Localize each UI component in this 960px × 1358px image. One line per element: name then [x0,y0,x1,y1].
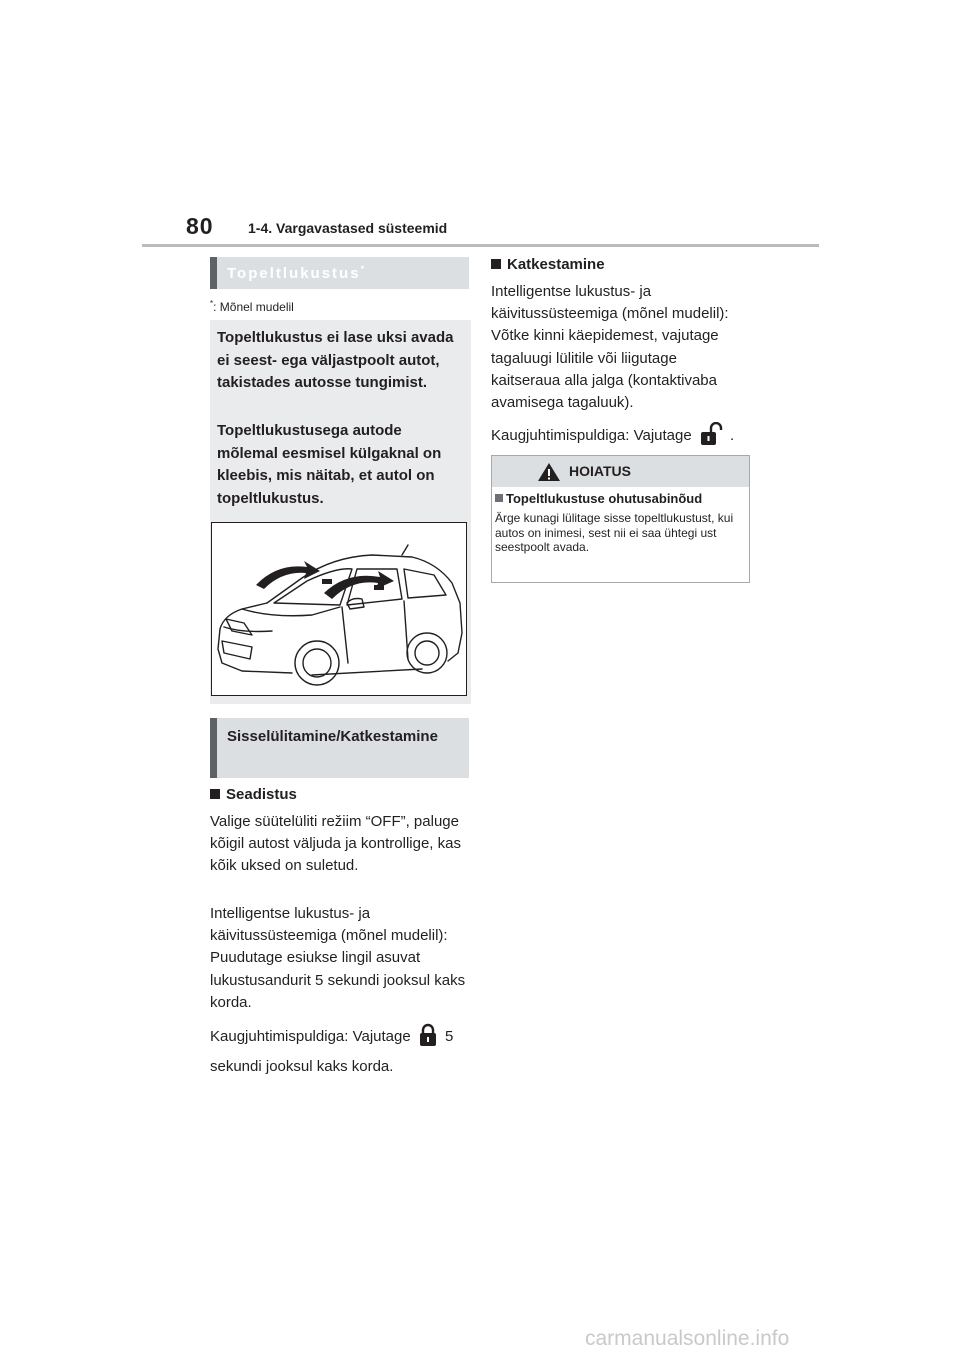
subheading-text: Seadistus [226,786,297,803]
info-paragraph: Topeltlukustusega autode mõlemal eesmisel külgaknal on kleebis, mis näitab, et autol on topeltlukustus. [217,422,442,507]
subheading-text: Katkestamine [507,256,605,273]
body-text-part: . [730,427,735,444]
footnote [210,299,294,314]
square-bullet-icon [210,789,220,799]
body-paragraph: Intelligentse lukustus- ja käivitussüsteemiga (mõnel mudelil): Puudutage esiukse lingil asuvat lukustusandurit 5 sekundi jooksul kaks korda. [210,905,466,1011]
section-heading-double-lock [210,257,469,289]
section-heading-text [227,264,364,282]
lock-icon [417,1023,439,1055]
warning-header [492,456,749,487]
watermark: carmanualsonline.info [585,1327,790,1350]
car-door-lock-illustration [211,522,467,696]
info-box [210,320,471,704]
warning-text: Ärge kunagi lülitage sisse topeltlukustust, kui autos on inimesi, sest nii ei saa ühtegi ust seestpoolt avada. [495,511,734,554]
body-paragraph: Valige süütelüliti režiim “OFF”, paluge kõigil autost väljuda ja kontrollige, kas kõik uksed on suletud. [210,813,461,875]
body-text-part: Kaugjuhtimispuldiga: Vajutage [491,427,692,444]
warning-title: HOIATUS [569,463,631,479]
body-text-part: Kaugjuhtimispuldiga: Vajutage [210,1028,411,1045]
subheading-set [210,786,297,803]
heading-label: Topeltlukustus [227,265,361,282]
warning-triangle-icon [537,462,561,487]
footnote-text: : Mõnel mudelil [213,300,294,314]
warning-subheading-text: Topeltlukustuse ohutusabinõud [506,491,703,506]
warning-box [491,455,750,583]
section-heading-activation [210,718,469,778]
footnote-marker: * [360,264,365,274]
section-heading-text: Sisselülitamine/Katkestamine [227,728,438,745]
body-paragraph [491,422,761,453]
info-paragraph: Topeltlukustus ei lase uksi avada ei seest- ega väljastpoolt autot, takistades autosse tungimist. [217,329,454,391]
page-number: 80 [186,213,214,239]
subheading-cancel [491,256,605,273]
footnote-marker: * [210,299,214,308]
warning-subheading [495,491,702,506]
square-bullet-icon [491,259,501,269]
body-paragraph [210,1023,468,1079]
unlock-icon [698,422,724,453]
square-bullet-icon [495,494,503,502]
section-title: 1-4. Vargavastased süsteemid [248,220,448,236]
body-paragraph: Intelligentse lukustus- ja käivitussüsteemiga (mõnel mudelil): Võtke kinni käepidemest, vajutage tagaluugi lülitile või liigutage kaitseraua alla jalga (kontaktivaba avamisega tagaluuk). [491,283,729,412]
header-divider [142,244,819,247]
body-text-part: 5 sekundi jooksul kaks korda. [210,1028,454,1075]
